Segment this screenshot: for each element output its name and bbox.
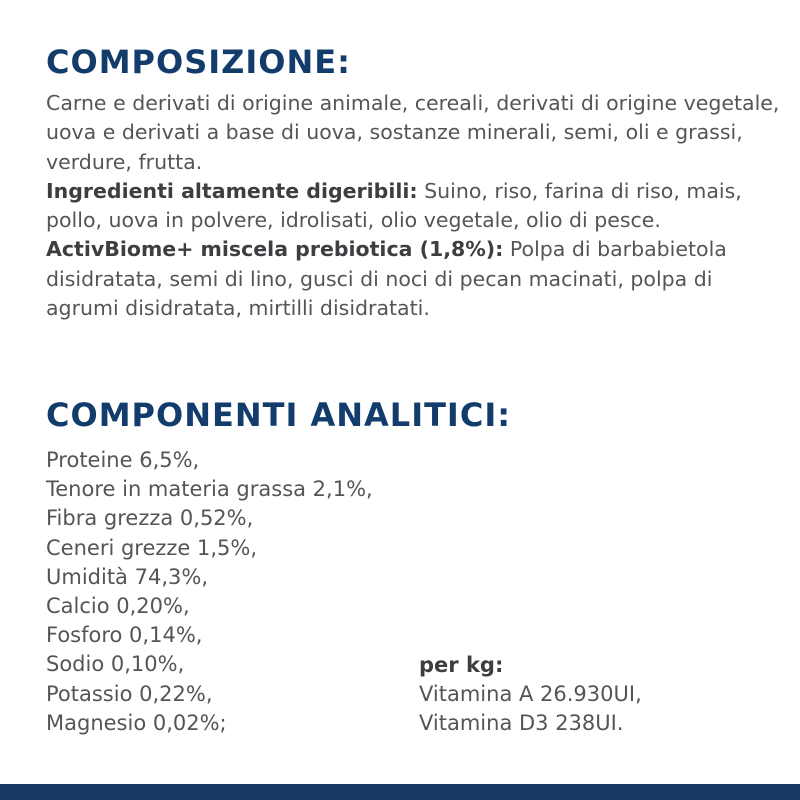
prebiotic-blend-text: Polpa di barbabietola disidratata, semi di lino, gusci di noci di pecan macinati, polpa di agrumi disidratata, mirtilli disidratati. (46, 237, 727, 321)
analytical-item-protein: Proteine 6,5%, (46, 448, 200, 472)
vitamin-a: Vitamina A 26.930UI, (419, 682, 642, 707)
prebiotic-blend-label: ActivBiome+ miscela prebiotica (1,8%): (46, 237, 504, 262)
analytical-item-fibre: Fibra grezza 0,52%, (46, 506, 254, 531)
composition-text (46, 89, 786, 323)
vitamins-block (419, 651, 642, 739)
analytical-list (46, 446, 373, 738)
composition-heading: COMPOSIZIONE: (46, 43, 351, 81)
analytical-item-sodium: Sodio 0,10%, (46, 652, 185, 677)
analytical-item-moisture: Umidità 74,3%, (46, 564, 208, 589)
analytical-item-potassium: Potassio 0,22%, (46, 681, 213, 706)
per-kg-label: per kg: (419, 653, 504, 677)
analytical-item-ash: Ceneri grezze 1,5%, (46, 535, 258, 560)
analytical-item-phosphorus: Fosforo 0,14%, (46, 623, 203, 648)
analytical-item-fat: Tenore in materia grassa 2,1%, (46, 477, 373, 502)
composition-ingredients: Carne e derivati di origine animale, cereali, derivati di origine vegetale, uova e derivati a base di uova, sostanze minerali, semi, oli e grassi, verdure, frutta. (46, 91, 780, 174)
analytical-heading: COMPONENTI ANALITICI: (46, 396, 512, 434)
analytical-item-calcium: Calcio 0,20%, (46, 594, 190, 619)
digestible-ingredients (46, 177, 786, 236)
analytical-item-magnesium: Magnesio 0,02%; (46, 710, 227, 735)
digestible-ingredients-label: Ingredienti altamente digeribili: (46, 178, 418, 203)
bottom-bar (0, 784, 800, 800)
vitamin-d3: Vitamina D3 238UI. (419, 711, 624, 736)
prebiotic-blend (46, 235, 786, 323)
digestible-ingredients-text: Suino, riso, farina di riso, mais, pollo, uova in polvere, idrolisati, olio vegetale, olio di pesce. (46, 178, 742, 233)
